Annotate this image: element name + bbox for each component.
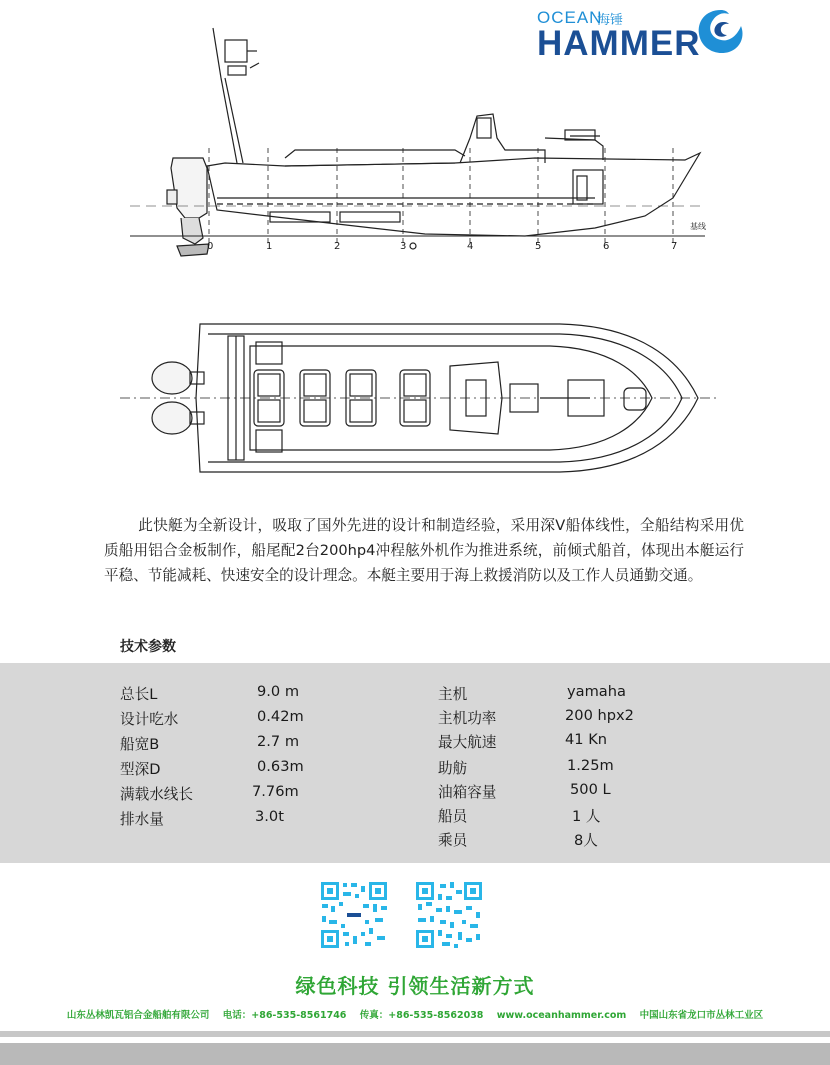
station-label-2: 2 bbox=[334, 241, 341, 252]
station-label-6: 6 bbox=[603, 241, 610, 252]
spec-label: 油箱容量 bbox=[438, 784, 497, 801]
station-label-1: 1 bbox=[266, 241, 273, 252]
slogan: 绿色科技 引领生活新方式 bbox=[295, 974, 535, 998]
spec-value: 0.42m bbox=[257, 708, 304, 725]
station-label-3: 3 bbox=[400, 241, 407, 252]
spec-value: 200 hpx2 bbox=[565, 707, 634, 724]
spec-label: 主机功率 bbox=[438, 710, 497, 727]
spec-value: 7.76m bbox=[252, 783, 299, 800]
address: 中国山东省龙口市丛林工业区 bbox=[639, 1010, 764, 1021]
boat-side-view-drawing bbox=[125, 18, 715, 268]
footer-band bbox=[0, 1043, 830, 1065]
station-label-0: 0 bbox=[207, 241, 214, 252]
spec-value: 500 L bbox=[570, 781, 611, 798]
spec-label: 最大航速 bbox=[438, 734, 497, 751]
fax-number: +86-535-8562038 bbox=[388, 1010, 484, 1021]
website-link[interactable]: www.oceanhammer.com bbox=[496, 1010, 627, 1021]
spec-value: yamaha bbox=[567, 683, 626, 700]
contact-line bbox=[0, 1007, 830, 1021]
baseline-label: 基线 bbox=[690, 222, 706, 231]
spec-label: 总长L bbox=[120, 686, 158, 703]
spec-value: 1.25m bbox=[567, 757, 614, 774]
spec-label: 满载水线长 bbox=[120, 786, 193, 803]
qr-code-icon bbox=[414, 880, 484, 950]
spec-label: 主机 bbox=[438, 686, 468, 703]
company-name: 山东丛林凯瓦铝合金船舶有限公司 bbox=[66, 1010, 210, 1021]
spec-value: 1 人 bbox=[572, 808, 601, 825]
fax-label: 传真： bbox=[359, 1010, 389, 1021]
description-paragraph bbox=[104, 513, 744, 588]
spec-label: 船宽B bbox=[120, 736, 160, 753]
station-label-7: 7 bbox=[671, 241, 678, 252]
spec-value: 2.7 m bbox=[257, 733, 300, 750]
logo-chinese-text: 海锤 bbox=[597, 13, 624, 28]
spec-label: 设计吃水 bbox=[120, 711, 179, 728]
logo-ocean-text: OCEAN bbox=[537, 8, 603, 27]
boat-top-view-drawing bbox=[120, 310, 720, 485]
spec-value: 3.0t bbox=[255, 808, 284, 825]
spec-value: 41 Kn bbox=[565, 731, 608, 748]
station-label-5: 5 bbox=[535, 241, 542, 252]
spec-label: 船员 bbox=[438, 808, 468, 825]
spec-label: 排水量 bbox=[120, 811, 164, 828]
logo-hammer-text: HAMMER bbox=[537, 24, 701, 63]
spec-label: 助舫 bbox=[438, 760, 468, 777]
spec-value: 0.63m bbox=[257, 758, 304, 775]
spec-value: 8人 bbox=[574, 832, 598, 849]
spec-label: 型深D bbox=[120, 761, 161, 778]
station-label-4: 4 bbox=[467, 241, 474, 252]
qr-code-icon bbox=[319, 880, 389, 950]
spec-section-title: 技术参数 bbox=[120, 639, 176, 655]
phone-label: 电话： bbox=[222, 1010, 252, 1021]
footer-stripe bbox=[0, 1031, 830, 1037]
phone-number: +86-535-8561746 bbox=[251, 1010, 347, 1021]
spec-label: 乘员 bbox=[438, 832, 468, 849]
spec-value: 9.0 m bbox=[257, 683, 300, 700]
description-text: 此快艇为全新设计，吸取了国外先进的设计和制造经验，采用深V船体线性，全船结构采用优质船用铝合金板制作，船尾配2台200hp4冲程舷外机作为推进系统，前倾式船首，体现出本艇运行平稳、节能减耗、快速安全的设计理念。本艇主要用于海上救援消防以及工作人员通勤交通。 bbox=[104, 517, 744, 584]
